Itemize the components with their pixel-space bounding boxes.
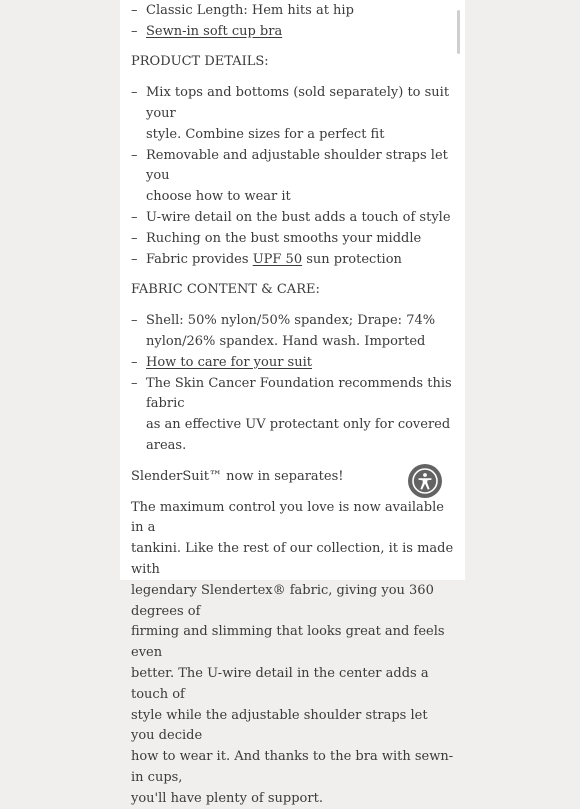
accessibility-button[interactable]: [408, 464, 442, 498]
list-item: [131, 22, 455, 43]
scrollbar-thumb[interactable]: [457, 10, 460, 54]
paragraph-line: tankini. Like the rest of our collection, it is made with: [131, 541, 454, 577]
features-list: [131, 0, 455, 42]
dash-bullet: –: [131, 147, 138, 163]
dash-bullet: –: [131, 230, 138, 246]
paragraph-line: legendary Slendertex® fabric, giving you 360 degrees of: [131, 582, 434, 619]
list-item: [131, 83, 455, 145]
dash-bullet: –: [131, 313, 138, 329]
list-item: [131, 374, 455, 457]
paragraph-line: better. The U-wire detail in the center adds a touch of: [131, 665, 429, 702]
list-item-line: Shell: 50% nylon/50% spandex; Drape: 74%: [146, 313, 436, 329]
care-instructions-link[interactable]: How to care for your suit: [146, 354, 312, 370]
list-item: [131, 229, 455, 250]
slendersuit-tagline: SlenderSuit™ now in separates!: [131, 468, 344, 484]
product-details-list: [131, 83, 455, 270]
dash-bullet: –: [131, 354, 138, 370]
fabric-care-list: [131, 311, 455, 457]
dash-bullet: –: [131, 375, 138, 391]
list-item-line: choose how to wear it: [146, 189, 291, 205]
sewn-in-bra-link[interactable]: Sewn-in soft cup bra: [146, 23, 283, 39]
list-item-text: sun protection: [302, 251, 402, 267]
list-item-text: Fabric provides: [146, 251, 253, 267]
list-item: [131, 208, 455, 229]
list-item-line: as an effective UV protectant only for covered areas.: [146, 417, 451, 453]
list-item-line: nylon/26% spandex. Hand wash. Imported: [146, 333, 426, 349]
list-item-text: U-wire detail on the bust adds a touch of style: [146, 209, 451, 225]
description-content: [131, 0, 455, 809]
paragraph-line: firming and slimming that looks great and feels even: [131, 624, 445, 661]
paragraph-line: you'll have plenty of support.: [131, 790, 323, 806]
upf-50-link[interactable]: UPF 50: [252, 251, 303, 267]
product-details-heading: PRODUCT DETAILS:: [131, 54, 269, 70]
paragraph-line: how to wear it. And thanks to the bra with sewn-in cups,: [131, 749, 454, 785]
paragraph-line: The maximum control you love is now available in a: [131, 499, 444, 536]
list-item-text: Ruching on the bust smooths your middle: [146, 230, 422, 246]
paragraph-line: style while the adjustable shoulder straps let you decide: [131, 707, 428, 744]
dash-bullet: –: [131, 251, 138, 267]
list-item: [131, 353, 455, 374]
description-paragraph: [131, 498, 455, 809]
fabric-care-heading: FABRIC CONTENT & CARE:: [131, 282, 320, 298]
dash-bullet: –: [131, 2, 138, 18]
list-item: [131, 250, 455, 271]
list-item-text: Classic Length: Hem hits at hip: [146, 2, 354, 18]
dash-bullet: –: [131, 85, 138, 101]
list-item: [131, 1, 455, 22]
list-item-line: style. Combine sizes for a perfect fit: [146, 126, 385, 142]
dash-bullet: –: [131, 23, 138, 39]
dash-bullet: –: [131, 209, 138, 225]
list-item-line: The Skin Cancer Foundation recommends this fabric: [146, 375, 452, 412]
list-item: [131, 311, 455, 353]
list-item: [131, 146, 455, 208]
list-item-line: Mix tops and bottoms (sold separately) to suit your: [146, 85, 450, 121]
list-item-line: Removable and adjustable shoulder straps let you: [146, 147, 448, 184]
accessibility-person-icon: [412, 468, 438, 494]
